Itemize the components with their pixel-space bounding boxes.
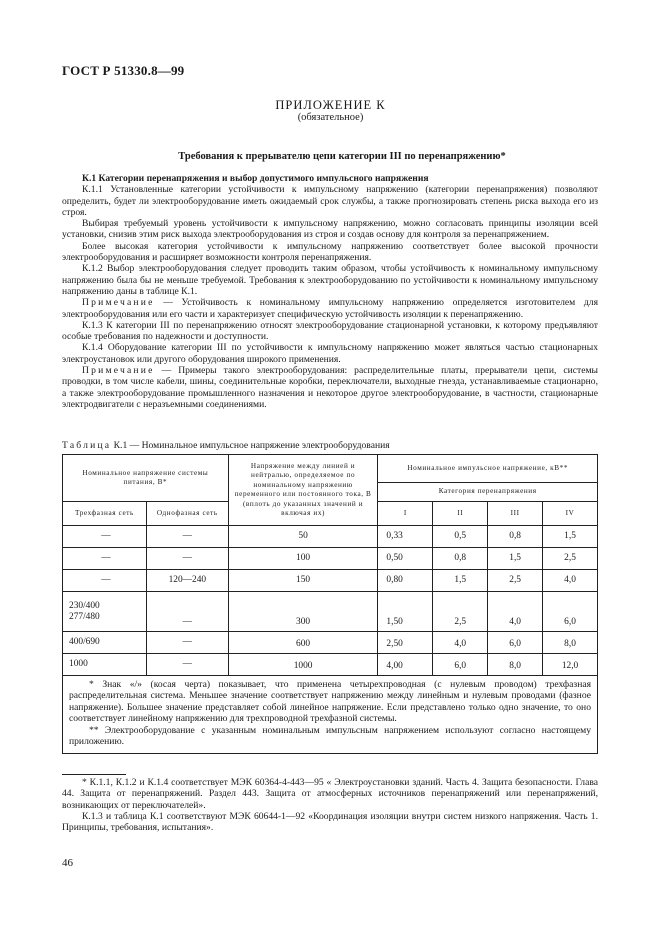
cell-impulse-cat-2: 0,5: [433, 526, 488, 548]
cell-single-phase: —: [146, 548, 228, 570]
cell-impulse-cat-1: 2,50: [378, 632, 433, 654]
cell-single-phase: —: [146, 592, 228, 632]
standard-header: ГОСТ Р 51330.8—99: [62, 63, 185, 78]
header-three-phase: Трехфазная сеть: [63, 502, 147, 526]
cell-line-voltage: 300: [228, 592, 378, 632]
header-cat-2: II: [433, 502, 488, 526]
cell-three-phase: 230/400 277/480: [63, 592, 147, 632]
header-cat-1: I: [378, 502, 433, 526]
page-number: 46: [62, 857, 73, 869]
cell-impulse-cat-3: 0,8: [488, 526, 543, 548]
table-caption-label: Таблица: [62, 440, 112, 451]
paragraph: К.1.2 Выбор электрооборудования следует проводить таким образом, чтобы устойчивость к номинальному импульсному напряжению была бы не меньше требуемой. Требования к электрооборудованию по устойчивости к номинальному импульсному напряжению даны в таблице К.1.: [62, 263, 598, 297]
cell-impulse-cat-4: 1,5: [543, 526, 598, 548]
cell-impulse-cat-4: 2,5: [543, 548, 598, 570]
paragraph: Более высокая категория устойчивости к импульсному напряжению соответствует более высокой прочности электрооборудования и расширяет возможности контроля перенапряжения.: [62, 240, 598, 264]
cell-three-phase: 1000: [63, 654, 147, 676]
note-text: — Примеры такого электрооборудования: распределительные платы, прерыватели цепи, системы проводки, в том числе кабели, шины, соединительные коробки, переключатели, выходные гнезда, устанавливаемые стационарно, а также электрооборудование промышленного назначения и некоторое другое электрооборудование, в частности, стационарные электродвигатели с неразъемными соединениями.: [62, 365, 598, 410]
table-caption-text: К.1 — Номинальное импульсное напряжение электрооборудования: [111, 440, 390, 451]
note-text: — Устойчивость к номинальному импульсному напряжению определяется изготовителем для электрооборудования или его части и характеризует специфическую устойчивость изоляции к перенапряжению.: [62, 297, 598, 320]
note: [62, 297, 598, 320]
table-row: [63, 632, 598, 654]
note-label: Примечание: [82, 297, 155, 309]
cell-single-phase: 120—240: [146, 570, 228, 592]
cell-three-phase: —: [63, 526, 147, 548]
voltage-table: [62, 454, 598, 754]
cell-impulse-cat-1: 4,00: [378, 654, 433, 676]
footnotes: [62, 777, 598, 833]
header-cat-3: III: [488, 502, 543, 526]
subsection-heading: К.1 Категории перенапряжения и выбор допустимого импульсного напряжения: [82, 173, 429, 184]
cell-line-voltage: 1000: [228, 654, 378, 676]
cell-impulse-cat-4: 4,0: [543, 570, 598, 592]
footnote: К.1.3 и таблица К.1 соответствуют МЭК 60644-1—92 «Координация изоляции внутри систем низкого напряжения. Часть 1. Принципы, требования, испытания».: [62, 810, 598, 834]
cell-impulse-cat-3: 1,5: [488, 548, 543, 570]
cell-three-phase: —: [63, 570, 147, 592]
table-row: [63, 592, 598, 632]
table-row: [63, 654, 598, 676]
table-row: [63, 526, 598, 548]
cell-impulse-cat-2: 1,5: [433, 570, 488, 592]
header-cat-4: IV: [543, 502, 598, 526]
footnote: * К.1.1, К.1.2 и К.1.4 соответствует МЭК 60364-4-443—95 « Электроустановки зданий. Часть 4. Защита безопасности. Глава 44. Защита от перенапряжений. Раздел 443. Защита от атмосферных источников перенапряжений или перенапряжений, возникающих от переключателей».: [62, 777, 598, 811]
header-impulse-voltage: Номинальное импульсное напряжение, кВ**: [378, 455, 598, 483]
cell-single-phase: —: [146, 526, 228, 548]
cell-line-voltage: 150: [228, 570, 378, 592]
header-system-voltage: Номинальное напряжение системы питания, В*: [63, 455, 229, 502]
cell-impulse-cat-4: 12,0: [543, 654, 598, 676]
table-note-double-star: ** Электрооборудование с указанным номинальным импульсным напряжением используют согласно настоящему приложению.: [69, 724, 591, 748]
table-row: [63, 570, 598, 592]
cell-line-voltage: 100: [228, 548, 378, 570]
cell-impulse-cat-1: 1,50: [378, 592, 433, 632]
table-body: [63, 526, 598, 676]
cell-single-phase: —: [146, 632, 228, 654]
cell-impulse-cat-1: 0,80: [378, 570, 433, 592]
table-caption: [62, 440, 390, 451]
cell-impulse-cat-3: 2,5: [488, 570, 543, 592]
paragraph: Выбирая требуемый уровень устойчивости к импульсному напряжению, можно согласовать принципы изоляции всей установки, снизив этим риск выхода электрооборудования из строя и создав основу для контроля за перенапряжением.: [62, 218, 598, 241]
table-note-star: * Знак «/» (косая черта) показывает, что применена четырехпроводная (с нулевым проводом) трехфазная распределительная система. Меньшее значение соответствует напряжению между линейным и нулевым проводами (фазное напряжение). Большее значение представляет собой линейное напряжение. Если представлено только одно значение, то оно соответствует линейному напряжению для трехпроводной трехфазной системы.: [69, 679, 591, 725]
header-line-neutral-voltage: Напряжение между линией и нейтралью, определяемое по номинальному напряжению переменного или постоянного тока, В (вплоть до указанных значений и включая их): [228, 455, 378, 526]
header-category: Категория перенапряжения: [378, 483, 598, 502]
body-text: [62, 173, 598, 410]
table-notes: [63, 676, 598, 754]
cell-impulse-cat-2: 6,0: [433, 654, 488, 676]
cell-impulse-cat-2: 0,8: [433, 548, 488, 570]
cell-impulse-cat-1: 0,33: [378, 526, 433, 548]
cell-three-phase: 400/690: [63, 632, 147, 654]
paragraph: К.1.1 Установленные категории устойчивости к импульсному напряжению (категории перенапряжения) позволяют определить, будет ли электрооборудование иметь ожидаемый срок службы, а также прогнозировать степень риска выхода его из строя.: [62, 184, 598, 218]
cell-impulse-cat-4: 6,0: [543, 592, 598, 632]
cell-impulse-cat-4: 8,0: [543, 632, 598, 654]
cell-impulse-cat-3: 4,0: [488, 592, 543, 632]
footnote-rule: [62, 774, 126, 775]
table-row: [63, 548, 598, 570]
appendix-title: ПРИЛОЖЕНИЕ К: [275, 98, 386, 112]
cell-line-voltage: 600: [228, 632, 378, 654]
cell-impulse-cat-1: 0,50: [378, 548, 433, 570]
header-single-phase: Однофазная сеть: [146, 502, 228, 526]
cell-impulse-cat-2: 4,0: [433, 632, 488, 654]
cell-single-phase: —: [146, 654, 228, 676]
cell-line-voltage: 50: [228, 526, 378, 548]
section-title: Требования к прерывателю цепи категории III по перенапряжению*: [178, 151, 506, 162]
paragraph: К.1.3 К категории III по перенапряжению относят электрооборудование стационарной установки, к которому предъявляют особые требования по надежности и доступности.: [62, 319, 598, 343]
note: [62, 365, 598, 410]
cell-impulse-cat-2: 2,5: [433, 592, 488, 632]
cell-impulse-cat-3: 8,0: [488, 654, 543, 676]
cell-three-phase: —: [63, 548, 147, 570]
paragraph: К.1.4 Оборудование категории III по устойчивости к импульсному напряжению может являться частью стационарных электроустановок или другого оборудования широкого применения.: [62, 342, 598, 365]
appendix-status: (обязательное): [297, 112, 364, 123]
note-label: Примечание: [82, 365, 155, 377]
cell-impulse-cat-3: 6,0: [488, 632, 543, 654]
